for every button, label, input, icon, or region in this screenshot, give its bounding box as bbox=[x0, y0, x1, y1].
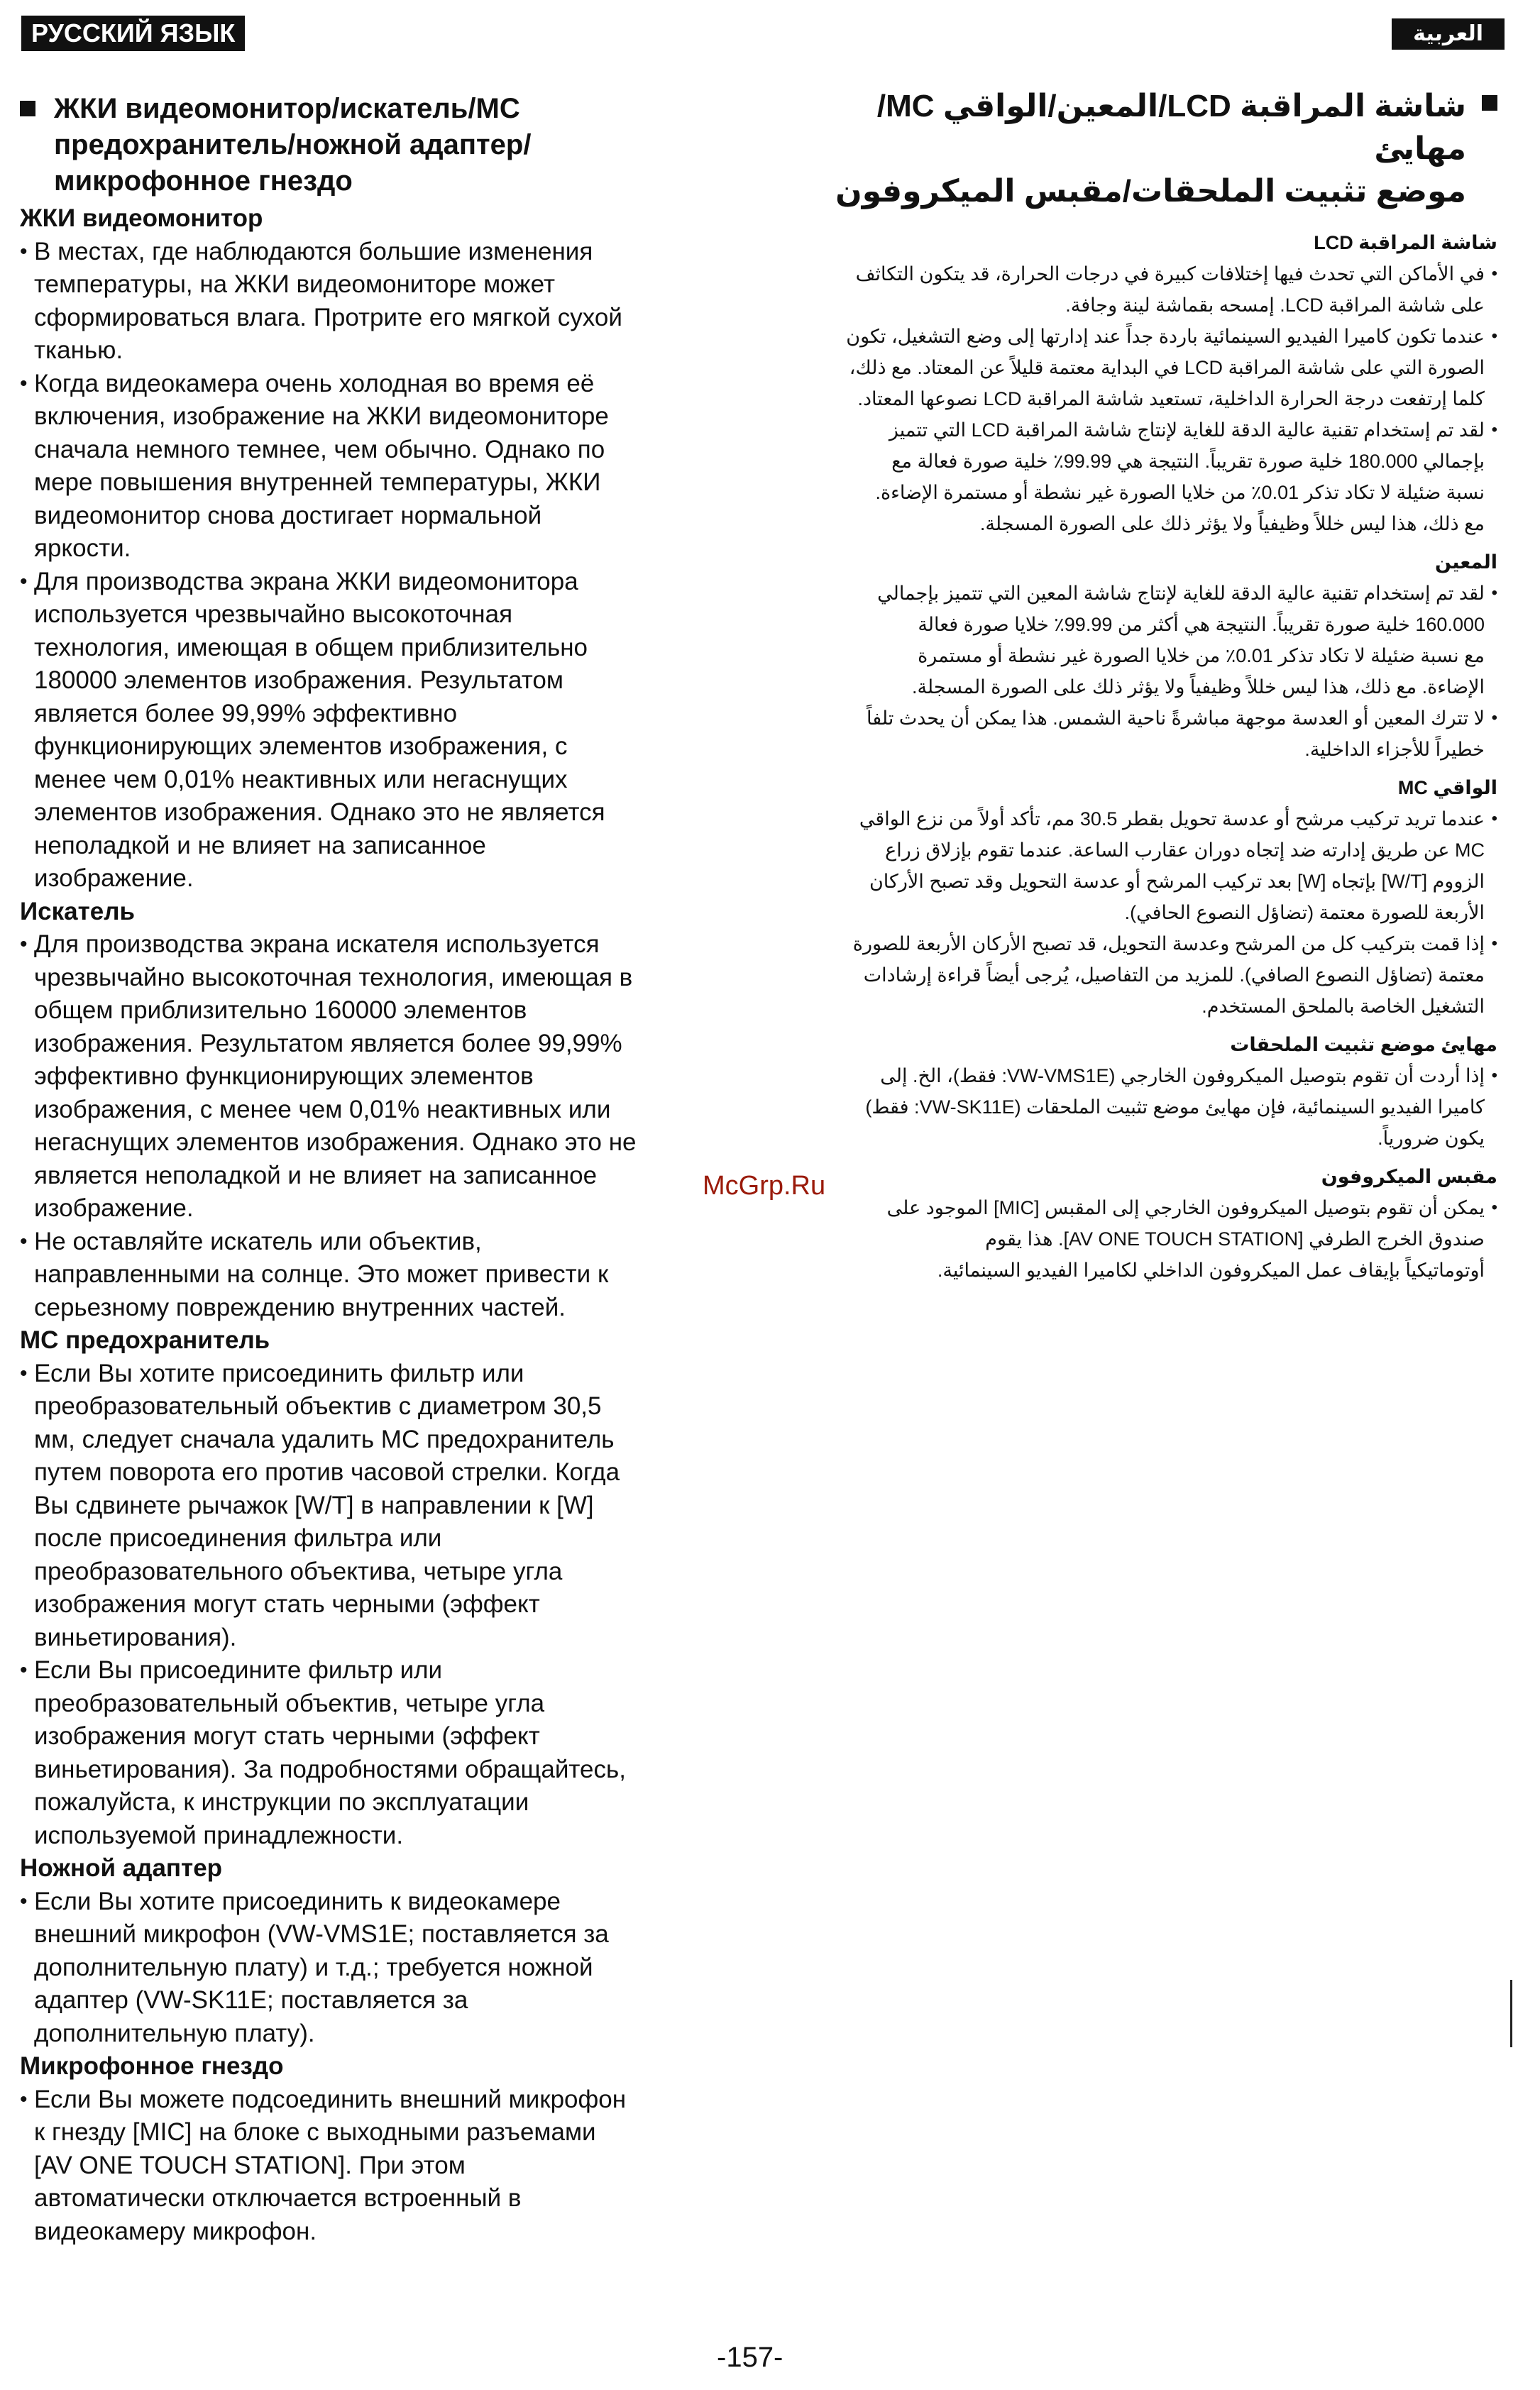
bullet-icon: • bbox=[20, 1361, 28, 1385]
bullet-icon: • bbox=[1491, 934, 1497, 953]
bullet-icon: • bbox=[1491, 708, 1497, 727]
arabic-column bbox=[816, 85, 1497, 1286]
bullet-icon: • bbox=[20, 1229, 28, 1253]
bullet-icon: • bbox=[20, 2087, 28, 2111]
watermark: McGrp.Ru bbox=[703, 1171, 826, 1201]
list-item: • إذا قمت بتركيب كل من المرشح وعدسة التحويل، قد تصبح الأركان الأربعة للصورة معتمة (تضاؤل النصوع الصافي). للمزيد من التفاصيل، يُرجى أيضاً قراءة إرشادات التشغيل الخاصة بالملحق المستخدم. bbox=[816, 928, 1497, 1022]
language-tab-arabic: العربية bbox=[1392, 18, 1505, 50]
bullet-icon: • bbox=[1491, 809, 1497, 828]
list-item: • لا تترك المعين أو العدسة موجهة مباشرةً ناحية الشمس. هذا يمكن أن يحدث تلفاً خطيراً للأجزاء الداخلية. bbox=[816, 703, 1497, 765]
list-item: • إذا أردت أن تقوم بتوصيل الميكروفون الخارجي (VW-VMS1E: فقط)، الخ. إلى كاميرا الفيديو السينمائية، فإن مهايئ موضع تثبيت الملحقات (VW-SK11E: فقط) يكون ضرورياً. bbox=[816, 1060, 1497, 1154]
section-title-text: ЖКИ видеомонитор/искатель/MC предохранитель/ножной адаптер/ микрофонное гнездо bbox=[54, 93, 532, 197]
language-tab-russian: РУССКИЙ ЯЗЫК bbox=[21, 16, 245, 51]
list-item: • Если Вы хотите присоединить к видеокамере внешний микрофон (VW-VMS1E; поставляется за дополнительную плату) и т.д.; требуется ножной адаптер (VW-SK11E; поставляется за дополнительную плату). bbox=[20, 1885, 707, 2051]
heading-mc-protector-arabic: الواقي MC bbox=[1397, 777, 1497, 798]
section-title-arabic bbox=[816, 85, 1497, 213]
heading-shoe-adaptor-arabic: مهايئ موضع تثبيت الملحقات bbox=[1230, 1034, 1497, 1055]
bullet-icon: • bbox=[1491, 583, 1497, 602]
square-bullet-icon bbox=[1482, 95, 1497, 111]
bullet-icon: • bbox=[20, 371, 28, 395]
square-bullet-icon bbox=[20, 101, 35, 116]
heading-mic-jack: Микрофонное гнездо bbox=[20, 2052, 284, 2080]
bullet-icon: • bbox=[1491, 1198, 1497, 1217]
bullet-icon: • bbox=[1491, 1066, 1497, 1085]
heading-lcd-monitor: ЖКИ видеомонитор bbox=[20, 204, 263, 232]
list-item: • Если Вы присоедините фильтр или преобразовательный объектив, четыре угла изображения могут стать черными (эффект виньетирования). За подробностями обращайтесь, пожалуйста, к инструкции по эксплуатации используемой принадлежности. bbox=[20, 1654, 707, 1852]
bullet-icon: • bbox=[1491, 420, 1497, 439]
list-item: • Для производства экрана ЖКИ видеомонитора используется чрезвычайно высокоточная технология, имеющая в общем приблизительно 180000 элементов изображения. Результатом является более 99,99% эффективно функционирующих элементов изображения, с менее чем 0,01% неактивных или негаснущих элементов изображения. Однако это не является неполадкой и не влияет на записанное изображение. bbox=[20, 566, 707, 896]
list-item: • يمكن أن تقوم بتوصيل الميكروفون الخارجي إلى المقبس [MIC] الموجود على صندوق الخرج الطرفي [AV ONE TOUCH STATION]. هذا يقوم أوتوماتيكياً بإيقاف عمل الميكروفون الداخلي لكاميرا الفيديو السينمائية. bbox=[816, 1192, 1497, 1286]
heading-lcd-monitor-arabic: شاشة المراقبة LCD bbox=[1314, 232, 1497, 253]
bullet-icon: • bbox=[20, 569, 28, 593]
bullet-icon: • bbox=[20, 1889, 28, 1913]
heading-viewfinder-arabic: المعين bbox=[1434, 551, 1497, 573]
list-item: • Для производства экрана искателя используется чрезвычайно высокоточная технология, имеющая в общем приблизительно 160000 элементов изображения. Результатом является более 99,99% эффективно функционирующих элементов изображения, с менее чем 0,01% неактивных или негаснущих элементов изображения. Однако это не является неполадкой и не влияет на записанное изображение. bbox=[20, 928, 707, 1226]
list-item: • Не оставляйте искатель или объектив, направленными на солнце. Это может привести к серьезному повреждению внутренних частей. bbox=[20, 1226, 707, 1325]
heading-mc-protector: MC предохранитель bbox=[20, 1326, 270, 1354]
list-item: • Когда видеокамера очень холодная во время её включения, изображение на ЖКИ видеомониторе сначала немного темнее, чем обычно. Однако по мере повышения внутренней температуры, ЖКИ видеомонитор снова достигает нормальной яркости. bbox=[20, 368, 707, 566]
list-item: • لقد تم إستخدام تقنية عالية الدقة للغاية لإنتاج شاشة المعين التي تتميز بإجمالي 160.000 خلية صورة تقريباً. النتيجة هي أكثر من 99.99٪ خلايا صورة فعالة مع نسبة ضئيلة لا تكاد تذكر 0.01٪ من خلايا الصورة غير نشطة أو مستمرة الإضاءة. مع ذلك، هذا ليس خللاً وظيفياً ولا يؤثر ذلك على الصورة المسجلة. bbox=[816, 578, 1497, 703]
section-title-arabic-text: شاشة المراقبة LCD/المعين/الواقي MC/مهايئ موضع تثبيت الملحقات/مقبس الميكروفون bbox=[835, 89, 1466, 209]
list-item: • في الأماكن التي تحدث فيها إختلافات كبيرة في درجات الحرارة، قد يتكون التكاثف على شاشة المراقبة LCD. إمسحه بقماشة لينة وجافة. bbox=[816, 258, 1497, 321]
bullet-icon: • bbox=[20, 1658, 28, 1682]
list-item: • Если Вы хотите присоединить фильтр или преобразовательный объектив с диаметром 30,5 мм, следует сначала удалить MC предохранитель путем поворота его против часовой стрелки. Когда Вы сдвинете рычажок [W/T] в направлении к [W] после присоединения фильтра или преобразовательного объектива, четыре угла изображения могут стать черными (эффект виньетирования). bbox=[20, 1358, 707, 1655]
section-title bbox=[20, 91, 707, 199]
page-number: -157- bbox=[717, 2342, 783, 2373]
russian-column bbox=[20, 91, 707, 2248]
heading-viewfinder: Искатель bbox=[20, 897, 135, 925]
bullet-icon: • bbox=[1491, 264, 1497, 283]
list-item: • Если Вы можете подсоединить внешний микрофон к гнезду [MIC] на блоке с выходными разъемами [AV ONE TOUCH STATION]. При этом автоматически отключается встроенный в видеокамеру микрофон. bbox=[20, 2083, 707, 2249]
bullet-icon: • bbox=[20, 239, 28, 263]
margin-line bbox=[1510, 1980, 1512, 2047]
list-item: • В местах, где наблюдаются большие изменения температуры, на ЖКИ видеомониторе может сформироваться влага. Протрите его мягкой сухой тканью. bbox=[20, 236, 707, 368]
bullet-icon: • bbox=[1491, 326, 1497, 346]
list-item: • عندما تكون كاميرا الفيديو السينمائية باردة جداً عند إدارتها إلى وضع التشغيل، تكون الصورة التي على شاشة المراقبة LCD في البداية معتمة قليلاً عن المعتاد. مع ذلك، كلما إرتفعت درجة الحرارة الداخلية، تستعيد شاشة المراقبة LCD نصوعها المعتاد. bbox=[816, 321, 1497, 414]
heading-mic-jack-arabic: مقبس الميكروفون bbox=[1321, 1166, 1497, 1187]
list-item: • لقد تم إستخدام تقنية عالية الدقة للغاية لإنتاج شاشة المراقبة LCD التي تتميز بإجمالي 180.000 خلية صورة تقريباً. النتيجة هي 99.99٪ خلية صورة فعالة مع نسبة ضئيلة لا تكاد تذكر 0.01٪ من خلايا الصورة غير نشطة أو مستمرة الإضاءة. مع ذلك، هذا ليس خللاً وظيفياً ولا يؤثر ذلك على الصورة المسجلة. bbox=[816, 414, 1497, 539]
heading-shoe-adaptor: Ножной адаптер bbox=[20, 1854, 223, 1882]
bullet-icon: • bbox=[20, 932, 28, 956]
list-item: • عندما تريد تركيب مرشح أو عدسة تحويل بقطر 30.5 مم، تأكد أولاً من نزع الواقي MC عن طريق إدارته ضد إتجاه دوران عقارب الساعة. عندما تقوم بإزلاق زراع الزووم [W/T] بإتجاه [W] بعد تركيب المرشح أو عدسة التحويل وقد تصبح الأركان الأربعة للصورة معتمة (تضاؤل النصوع الحافي). bbox=[816, 803, 1497, 928]
